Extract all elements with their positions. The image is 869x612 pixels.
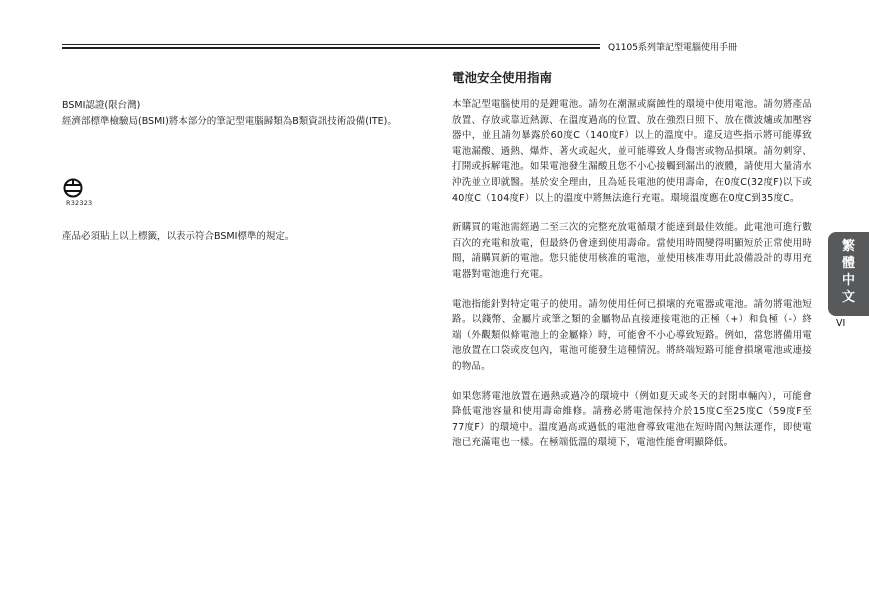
header-title: Q1105系列筆記型電腦使用手冊	[608, 43, 737, 53]
paragraph-2: 新購買的電池需經過二至三次的完整充放電循環才能達到最佳效能。此電池可進行數百次的充電和放電，但最終仍會達到使用壽命。當使用時間變得明顯短於正常使用時間，請購買新的電池。您只能使用核准的電池，並使用核准專用此設備設計的專用充電器對電池進行充電。	[452, 222, 812, 280]
language-tab-char: 繁	[841, 239, 855, 254]
page-number: VI	[836, 318, 846, 329]
language-tab-char: 文	[841, 290, 855, 305]
battery-guidelines	[452, 97, 812, 465]
paragraph-1: 本筆記型電腦使用的是鋰電池。請勿在潮濕或腐蝕性的環境中使用電池。請勿將產品放置、存放或靠近熱源、在溫度過高的位置、放在強烈日照下、放在微波爐或加壓容器中，並且請勿暴露於60度C（140度F）以上的溫度中。違反這些指示將可能導致電池漏酸、過熱、爆炸、著火或起火，並可能導致人身傷害或物品損壞。請勿刺穿、打開或拆解電池。如果電池發生漏酸且您不小心接觸到漏出的液體，請使用大量清水沖洗並立即就醫。基於安全理由，且為延長電池的使用壽命，在0度C(32度F)以下或40度C（104度F）以上的溫度中將無法進行充電。環境溫度應在0度C到35度C。	[452, 99, 812, 204]
bsmi-description: 經濟部標準檢驗局(BSMI)將本部分的筆記型電腦歸類為B類資訊技術設備(ITE)。	[62, 116, 397, 127]
header-rule-bottom	[62, 47, 600, 49]
language-tab-char: 中	[841, 273, 855, 288]
bsmi-conformance-note: 產品必須貼上以上標籤，以表示符合BSMI標準的規定。	[62, 231, 295, 242]
language-tab-char: 體	[841, 256, 855, 271]
bsmi-section	[62, 98, 442, 130]
paragraph-3: 電池指能針對特定電子的使用。請勿使用任何已損壞的充電器或電池。請勿將電池短路。以錢幣、金屬片或筆之類的金屬物品直接連接電池的正極（+）和負極（-）終端（外觀類似條電池上的金屬條）時，可能會不小心導致短路。例如，當您將備用電池放置在口袋或皮包內，電池可能發生這種情況。將終端短路可能會損壞電池或連接的物品。	[452, 298, 812, 372]
bsmi-logo-code: R32323	[66, 199, 93, 207]
header-rule-top	[62, 44, 600, 45]
paragraph-4: 如果您將電池放置在過熱或過冷的環境中（例如夏天或冬天的封閉車輛內），可能會降低電池容量和使用壽命維修。請務必將電池保持介於15度C至25度C（59度F至77度F）的環境中。溫度過高或過低的電池會導致電池在短時間內無法運作，即使電池已充滿電也一樣。在極端低溫的環境下，電池性能會明顯降低。	[452, 390, 812, 449]
language-tab	[828, 232, 869, 316]
bsmi-heading: BSMI認證(限台灣)	[62, 100, 141, 111]
section-title: 電池安全使用指南	[452, 70, 553, 85]
